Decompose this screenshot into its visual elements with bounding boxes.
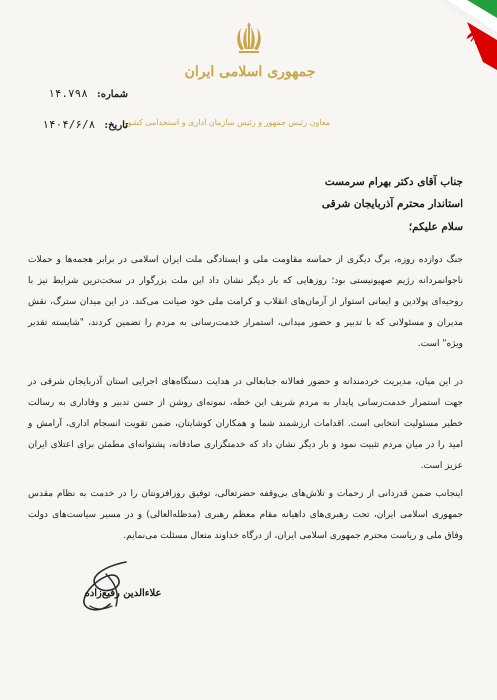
letter-number-value: ۱۴.۷۹۸ (48, 87, 88, 100)
iran-emblem-icon (235, 22, 263, 56)
letter-date-value: ۱۴۰۴/۶/۸ (42, 118, 96, 131)
recipient-name: جناب آقای دکتر بهرام سرمست (324, 176, 463, 188)
salutation: سلام علیکم؛ (408, 221, 463, 233)
header-title: جمهوری اسلامی ایران (184, 64, 316, 80)
paragraph-3: اینجانب ضمن قدردانی از زحمات و تلاش‌های بی‌وقفه حضرتعالی، توفیق روزافزونتان را در خدمت به نظام مقدس جمهوری اسلامی ایران، تحت رهبری‌های داهیانه مقام معظم رهبری (مدظله‌العالی) و در مسیر سیاست‌های دولت وفاق ملی و ریاست محترم جمهوری اسلامی ایران، از درگاه خداوند متعال مسئلت می‌نمایم. (28, 489, 463, 541)
letter-number-label: شماره: (97, 89, 128, 100)
paragraph-1: جنگ دوازده روزه، برگ دیگری از حماسه مقاومت ملی و ایستادگی ملت ایران اسلامی در برابر هجمه‌ها و حملات ناجوانمردانه رژیم صهیونیستی بود؛ روزهایی که بار دیگر نشان داد این ملت بزرگوار در سخت‌ترین شرایط نیز با روحیه‌ای پولادین و ایمانی استوار از آرمان‌های انقلاب و کرامت ملی خود صیانت می‌کند. در این میدان سترگ، نقش مدیران و مسئولانی که با تدبیر و حضور میدانی، استمرار خدمت‌رسانی به مردم را تضمین کردند، "شایسته تقدیر ویژه" است. (28, 255, 464, 349)
letter-date (18, 118, 128, 131)
paragraph-2: در این میان، مدیریت خردمندانه و حضور فعالانه جنابعالی در هدایت دستگاه‌های اجرایی استان آذربایجان شرقی در جهت استمرار خدمت‌رسانی پایدار به مردم شریف این خطه، نمونه‌ای روشن از حسن تدبیر و وفاداری به رسالت خطیر مسئولیت انتخابی است. اقدامات ارزشمند شما و همکاران کوشایتان، ضمن تقویت انسجام اداری، آرامش و امید را در میان مردم تثبیت نمود و بار دیگر نشان داد که خدمتگزاری صادقانه، پشتوانه‌ای مطمئن برای اعتلای ایران عزیز است. (28, 377, 463, 471)
header-subtitle: معاون رئیس جمهور و رئیس سازمان اداری و استخدامی کشور (123, 118, 330, 127)
recipient-title: استاندار محترم آذربایجان شرقی (321, 198, 463, 210)
signatory-name: علاءالدین رفیع‌زاده (84, 588, 162, 599)
iran-flag-icon (417, 0, 497, 70)
letter-date-label: تاریخ: (104, 120, 128, 131)
handwritten-signature (66, 556, 156, 616)
letter-number (18, 87, 128, 100)
